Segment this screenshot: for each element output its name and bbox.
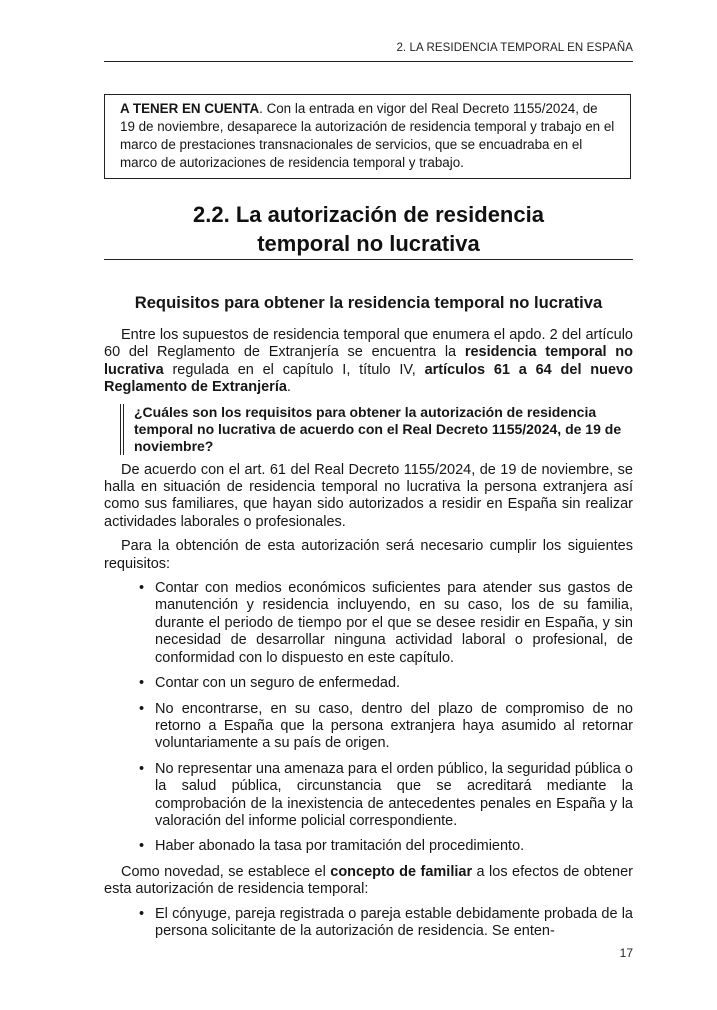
title-rule	[104, 259, 633, 260]
intro-text-1: Entre los supuestos de residencia temporal que enumera el apdo. 2 del artículo 60 del Reglamento de Extranjería se encuentra la	[104, 327, 633, 361]
family-paragraph	[104, 864, 633, 899]
header-rule	[104, 61, 633, 62]
note-text: . Con la entrada en vigor del Real Decreto 1155/2024, de 19 de noviembre, desaparece la autorización de residencia temporal y trabajo en el marco de prestaciones transnacionales de servicios, que se encuadraba en el marco de autorizaciones de residencia temporal y trabajo.	[120, 101, 615, 170]
family-bold: concepto de familiar	[330, 863, 473, 880]
running-header: 2. LA RESIDENCIA TEMPORAL EN ESPAÑA	[396, 42, 633, 54]
intro-paragraph	[104, 327, 633, 397]
list-item: • Contar con un seguro de enfermedad.	[139, 675, 633, 692]
list-item: • No encontrarse, en su caso, dentro del plazo de compromiso de no retorno a España que la persona extranjera haya asumido al retornar voluntariamente a su país de origen.	[139, 701, 633, 753]
intro-bold-2: artículos 61 a 64 del nuevo Reglamento de Extranjería	[104, 361, 633, 396]
body-text	[104, 327, 633, 948]
intro-bold-1: residencia temporal no lucrativa	[104, 344, 633, 378]
list-item: • Contar con medios económicos suficientes para atender sus gastos de manutención y residencia incluyendo, en su caso, los de su familia, durante el periodo de tiempo por el que se desee residir en España, y sin necesidad de desarrollar ninguna actividad laboral o profesional, de conformidad con lo dispuesto en este capítulo.	[139, 580, 633, 667]
section-title	[104, 200, 633, 258]
family-list	[104, 906, 633, 941]
family-text-2: a los efectos de obtener esta autorización de residencia temporal:	[104, 863, 633, 898]
intro-text-3: .	[286, 379, 291, 396]
requirements-list	[104, 580, 633, 856]
list-item: • No representar una amenaza para el orden público, la seguridad pública o la salud pública, circunstancia que se acreditará mediante la comprobación de la inexistencia de antecedentes penales en España y la valoración del informe policial correspondiente.	[139, 761, 633, 831]
section-title-line1: 2.2. La autorización de residencia	[193, 202, 544, 227]
list-item: • El cónyuge, pareja registrada o pareja estable debidamente probada de la persona solicitante de la autorización de residencia. Se enten-	[139, 906, 633, 941]
family-text-1: Como novedad, se establece el	[121, 863, 331, 880]
note-box	[104, 94, 631, 179]
subheading: Requisitos para obtener la residencia temporal no lucrativa	[134, 293, 603, 312]
note-label: A TENER EN CUENTA	[120, 101, 260, 116]
paragraph-1: De acuerdo con el art. 61 del Real Decreto 1155/2024, de 19 de noviembre, se halla en situación de residencia temporal no lucrativa la persona extranjera así como sus familiares, que hayan sido autorizados a residir en España sin realizar actividades laborales o profesionales.	[104, 461, 633, 530]
page-number: 17	[619, 946, 633, 960]
question-callout: ¿Cuáles son los requisitos para obtener la autorización de residencia temporal no lucrativa de acuerdo con el Real Decreto 1155/2024, de 19 de noviembre?	[120, 404, 633, 455]
intro-text-2: regulada en el capítulo I, título IV,	[163, 361, 425, 378]
section-title-line2: temporal no lucrativa	[257, 231, 480, 256]
list-item: • Haber abonado la tasa por tramitación del procedimiento.	[139, 838, 633, 855]
paragraph-2: Para la obtención de esta autorización será necesario cumplir los siguientes requisitos:	[104, 538, 633, 572]
